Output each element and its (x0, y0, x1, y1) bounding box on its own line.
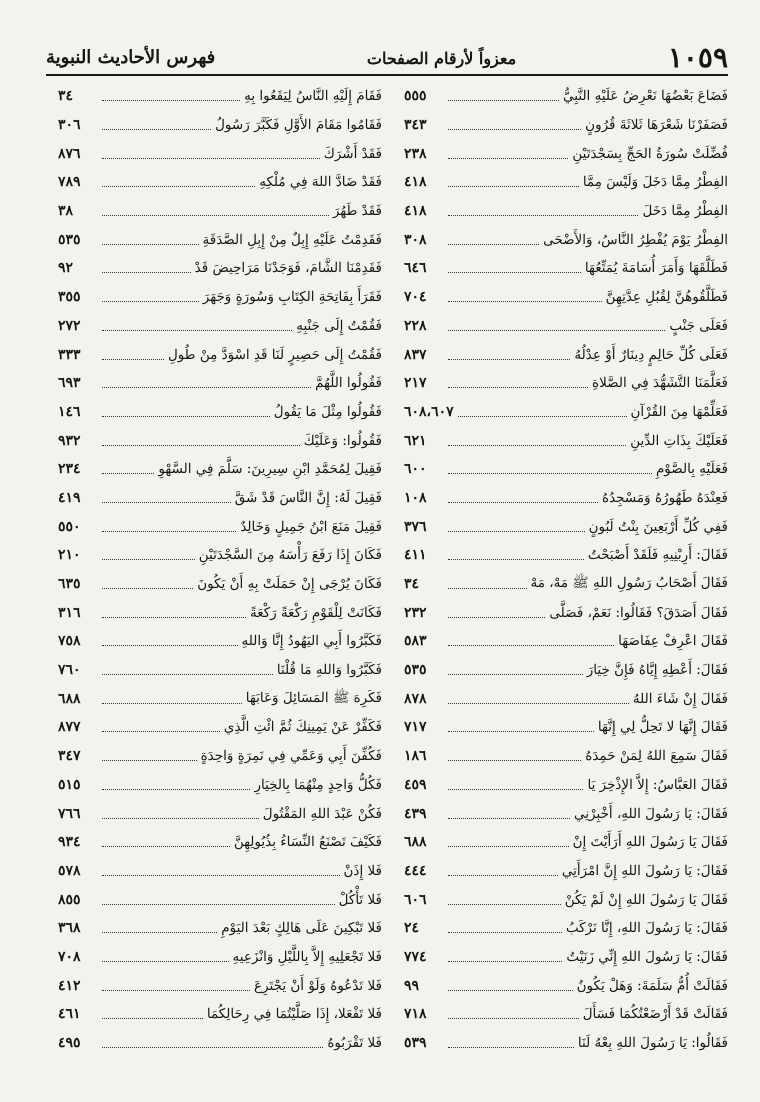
leader-dots (448, 960, 562, 962)
index-entry (404, 197, 728, 226)
page-reference: ٥١٥ (58, 776, 81, 793)
page-reference: ٢١٧ (404, 375, 427, 392)
hadith-text: فَعَلَى كُلِّ حَالِمٍ دِينَارٌ أَوْ عِدْلُهُ (574, 346, 728, 363)
leader-dots (102, 415, 270, 417)
hadith-text: فَقَالَ العَبَّاسُ: إِلاَّ الإِذْخِرَ يَا (587, 776, 728, 793)
page-reference: ٤١٨ (404, 203, 427, 220)
index-entry (58, 512, 382, 541)
hadith-text: الفِطْرُ مِمَّا دَخَلَ (642, 203, 728, 220)
leader-dots (102, 874, 340, 876)
leader-dots (102, 444, 300, 446)
hadith-text: الفِطْرُ مِمَّا دَخَلَ وَلَيْسَ مِمَّا (582, 174, 728, 191)
hadith-text: فَعَلَى جَنْبٍ (669, 317, 728, 334)
hadith-text: فَقَالَ أَصَدَقَ؟ فَقَالُوا: نَعَمْ، فَصَلَّى (549, 604, 728, 621)
index-entry (58, 656, 382, 685)
index-entry (58, 684, 382, 713)
hadith-text: فَصَفَرْنَا شَعْرَهَا ثَلاثَةَ قُرُونٍ (585, 117, 728, 134)
hadith-text: فَقَالَ: يَا رَسُولَ اللهِ، إِنَّا نَرْكَبُ (565, 920, 728, 937)
hadith-text: فَقِيلَ مَنَعَ ابْنُ جَمِيلٍ وَخَالِدٌ (240, 518, 382, 535)
page-reference: ٤١٢ (58, 977, 81, 994)
index-entry (404, 627, 728, 656)
leader-dots (102, 214, 329, 216)
index-entry (58, 713, 382, 742)
hadith-text: فَلا تَأْكُلْ (338, 891, 382, 908)
leader-dots (448, 386, 588, 388)
leader-dots (102, 358, 164, 360)
page-reference: ٣٥٥ (58, 289, 81, 306)
leader-dots (102, 989, 250, 991)
leader-dots (102, 386, 311, 388)
page-reference: ٣٣٣ (58, 346, 81, 363)
leader-dots (102, 960, 229, 962)
hadith-text: فَطَلَّقُوهُنَّ لِقُبُلِ عِدَّتِهِنَّ (605, 289, 728, 306)
leader-dots (448, 702, 629, 704)
leader-dots (448, 444, 626, 446)
hadith-text: فَقَالُوا: يَا رَسُولَ اللهِ بِعْهُ لَنَا (577, 1035, 728, 1052)
hadith-text: فَقَالَ: يَا رَسُولَ اللهِ إِنِّي زَنَيْتُ (566, 948, 728, 965)
hadith-text: فَقَالَ يَا رَسُولَ اللهِ أَرَأَيْتَ إِنْ (572, 834, 728, 851)
index-entry (58, 742, 382, 771)
page-reference: ٨٧٨ (404, 690, 427, 707)
page-reference: ٥٧٨ (58, 862, 81, 879)
leader-dots (448, 673, 583, 675)
hadith-text: فَقَدْ ضَادَّ اللهَ فِي مُلْكِهِ (259, 174, 382, 191)
index-entry (404, 857, 728, 886)
section-title: معزواً لأرقام الصفحات (366, 49, 517, 68)
page-reference: ٥٥٥ (404, 88, 427, 105)
hadith-text: فَقَدْ طَهُرَ (332, 203, 382, 220)
page-reference: ١٠٨ (404, 489, 427, 506)
leader-dots (102, 243, 199, 245)
leader-dots (448, 759, 581, 761)
page-reference: ٤٥٩ (404, 776, 427, 793)
page-reference: ٢٤ (404, 920, 420, 937)
hadith-text: فَقُولُوا مِثْلَ مَا يَقُولُ (273, 403, 382, 420)
leader-dots (448, 128, 581, 130)
index-entry (404, 742, 728, 771)
page-reference: ١٤٦ (58, 403, 81, 420)
index-entry (404, 684, 728, 713)
leader-dots (448, 243, 539, 245)
index-entry (404, 1000, 728, 1029)
hadith-text: فَقَالَ: يَا رَسُولَ اللهِ إِنَّ امْرَأَتِي (561, 862, 728, 879)
hadith-text: فَكُلُّ وَاحِدٍ مِنْهُمَا بِالخِيَارِ (254, 776, 382, 793)
index-entry (404, 512, 728, 541)
hadith-text: فَقِيلَ لِمُحَمَّدِ ابْنِ سِيرِينَ: سَلَّمَ فِي السَّهْوِ (158, 461, 382, 478)
hadith-text: فَقَالَ: يَا رَسُولَ اللهِ، أَخْبِرْنِي (574, 805, 728, 822)
leader-dots (448, 587, 527, 589)
page-reference: ٧٠٤ (404, 289, 427, 306)
page-reference: ٧١٧ (404, 719, 427, 736)
hadith-text: فَلا تَجْعَلِيهِ إِلاَّ بِاللَّيْلِ وَانْزَعِيهِ (232, 948, 382, 965)
leader-dots (102, 644, 238, 646)
index-entry (58, 943, 382, 972)
leader-dots (448, 501, 598, 503)
index-entry (58, 168, 382, 197)
index-entry (404, 225, 728, 254)
page-reference: ٨٧٧ (58, 719, 81, 736)
index-entry (404, 885, 728, 914)
leader-dots (448, 874, 558, 876)
leader-dots (448, 300, 602, 302)
index-entry (404, 283, 728, 312)
leader-dots (102, 616, 246, 618)
page-reference: ٥٣٩ (404, 1035, 427, 1052)
page-reference: ٧٠٨ (58, 948, 81, 965)
page-reference: ٣٤٧ (58, 748, 81, 765)
hadith-text: فَلا إِذَنْ (343, 862, 382, 879)
leader-dots (102, 329, 292, 331)
page-reference: ٤١٨ (404, 174, 427, 191)
page-reference: ٤٤٤ (404, 862, 427, 879)
index-entry (404, 971, 728, 1000)
page-reference: ٧٦٦ (58, 805, 81, 822)
hadith-text: فَعَلَيْهِ بِالصَّوْمِ (655, 461, 728, 478)
index-column-right (404, 82, 728, 1057)
hadith-text: فَعِنْدَهُ طَهُورُهُ وَمَسْجِدُهُ (602, 489, 728, 506)
hadith-text: فَكَانَتْ لِلْقَوْمِ رَكْعَةً رَكْعَةً (249, 604, 382, 621)
page-reference: ٧٨٩ (58, 174, 81, 191)
hadith-text: فَلا تَدْعُوهُ وَلَوْ أَنْ يَجْتَرِعَ (254, 977, 382, 994)
leader-dots (448, 644, 614, 646)
leader-dots (448, 788, 583, 790)
hadith-text: فَقَامُوا مَقَامَ الأَوَّلِ فَكَبَّرَ رَسُولُ (215, 117, 382, 134)
hadith-text: فَكُفِّنَ أَبِي وَعَمِّي فِي نَمِرَةٍ وَاحِدَةٍ (200, 748, 382, 765)
leader-dots (448, 1046, 574, 1048)
page-reference: ٩٣٢ (58, 432, 81, 449)
leader-dots (448, 845, 569, 847)
leader-dots (448, 214, 638, 216)
index-entry (404, 484, 728, 513)
page-reference: ٣١٦ (58, 604, 81, 621)
index-entry (404, 713, 728, 742)
hadith-text: فَعَلَيْكَ بِذَاتِ الدِّينِ (630, 432, 728, 449)
leader-dots (448, 931, 562, 933)
page-reference: ٦٨٨ (404, 834, 427, 851)
index-entry (404, 656, 728, 685)
leader-dots (102, 271, 191, 273)
hadith-text: فَكَرِهَ ﷺ المَسَائِلَ وَعَابَهَا (245, 689, 382, 706)
leader-dots (102, 730, 220, 732)
index-entry (404, 598, 728, 627)
leader-dots (448, 558, 584, 560)
hadith-text: فَقِيلَ لَهُ: إِنَّ النَّاسَ قَدْ شَقَّ (234, 489, 382, 506)
leader-dots (102, 472, 154, 474)
leader-dots (102, 501, 231, 503)
index-entry (404, 771, 728, 800)
page-reference: ٨٥٥ (58, 891, 81, 908)
leader-dots (102, 673, 273, 675)
leader-dots (448, 1017, 579, 1019)
leader-dots (102, 185, 255, 187)
leader-dots (102, 931, 217, 933)
hadith-text: فَقَالَ: أَعْطِهِ إِيَّاهُ فَإِنَّ خِيَارَ (586, 662, 728, 679)
leader-dots (102, 1017, 203, 1019)
hadith-text: فَقَالَ يَا رَسُولَ اللهِ إِنْ لَمْ يَكُنْ (564, 891, 728, 908)
page-reference: ٦٣٥ (58, 576, 81, 593)
page-reference: ٢٣٨ (404, 145, 427, 162)
leader-dots (448, 730, 594, 732)
index-entry (404, 1029, 728, 1058)
page-reference: ٢٣٢ (404, 604, 427, 621)
page-reference: ٦٠٨،٦٠٧ (404, 403, 454, 420)
index-entry (404, 168, 728, 197)
hadith-text: فَقُولُوا: وَعَلَيْكَ (303, 432, 382, 449)
page-reference: ٤١١ (404, 547, 427, 564)
leader-dots (102, 845, 230, 847)
index-entry (58, 340, 382, 369)
index-entry (58, 598, 382, 627)
page-reference: ٥٥٠ (58, 518, 81, 535)
hadith-text: فَقُمْتُ إِلَى جَنْبِهِ (296, 317, 382, 334)
index-entry (58, 570, 382, 599)
leader-dots (448, 616, 545, 618)
leader-dots (102, 128, 211, 130)
page-reference: ٢٧٢ (58, 317, 81, 334)
hadith-text: فَقَدِمْتُ عَلَيْهِ إِبِلٌ مِنْ إِبِلِ الصَّدَقَةِ (202, 231, 382, 248)
leader-dots (102, 1046, 323, 1048)
page-reference: ٧١٨ (404, 1006, 427, 1023)
leader-dots (458, 415, 627, 417)
page-reference: ٧٥٨ (58, 633, 81, 650)
hadith-text: فَقَالَ أَصْحَابُ رَسُولِ اللهِ ﷺ مَهْ، مَهْ (530, 575, 728, 592)
hadith-text: فَعَلَّمَنَا التَّشَهُّدَ فِي الصَّلاةِ (592, 375, 728, 392)
hadith-text: فَقَدِمْنَا الشَّامَ، فَوَجَدْنَا مَرَاحِيضَ قَدْ (194, 260, 382, 277)
page-reference: ٣٤ (404, 576, 420, 593)
page-reference: ٦٠٦ (404, 891, 427, 908)
leader-dots (448, 185, 579, 187)
hadith-text: فَفِي كُلِّ أَرْبَعِينَ بِنْتُ لَبُونٍ (588, 518, 728, 535)
index-entry (404, 828, 728, 857)
leader-dots (448, 271, 581, 273)
hadith-text: فَطَلَّقَهَا وَأَمَرَ أُسَامَةَ يُمَتِّعُهَا (584, 260, 728, 277)
page-reference: ٩٢ (58, 260, 74, 277)
leader-dots (102, 587, 193, 589)
index-entry (58, 139, 382, 168)
index-column-left (58, 82, 382, 1057)
leader-dots (448, 358, 570, 360)
page-reference: ٣٠٦ (58, 117, 81, 134)
hadith-text: فَكَفِّرْ عَنْ يَمِينِكَ ثُمَّ ائْتِ الَّذِي (223, 719, 382, 736)
index-entry (58, 484, 382, 513)
index-entry (58, 455, 382, 484)
page-reference: ٦٢١ (404, 432, 427, 449)
page-reference: ٣٦٨ (58, 920, 81, 937)
page-reference: ٤١٩ (58, 489, 81, 506)
page-reference: ٩٩ (404, 977, 420, 994)
hadith-text: فَقُولُوا اللَّهُمَّ (315, 375, 382, 392)
page-reference: ٣٠٨ (404, 231, 427, 248)
index-entry (404, 312, 728, 341)
hadith-text: فُضِّلَتْ سُورَةُ الحَجِّ بِسَجْدَتَيْنِ (572, 145, 728, 162)
hadith-text: الفِطْرُ يَوْمَ يُفْطِرُ النَّاسُ، وَالأَضْحَى (543, 231, 728, 248)
leader-dots (102, 300, 199, 302)
page-reference: ٢٣٤ (58, 461, 81, 478)
hadith-text: فَقَامَ إِلَيْهِ النَّاسُ لِيَقَعُوا بِهِ (244, 88, 382, 105)
hadith-text: فَقَالَ اعْرِفْ عِفَاصَهَا (618, 633, 728, 650)
page-reference: ٣٤ (58, 88, 74, 105)
index-entry (404, 369, 728, 398)
hadith-text: فَكَانَ إِذَا رَفَعَ رَأْسَهُ مِنَ السَّجْدَتَيْنِ (198, 547, 382, 564)
index-entry (58, 197, 382, 226)
book-title: فهرس الأحاديث النبوية (46, 47, 216, 68)
page-reference: ٣٧٦ (404, 518, 427, 535)
hadith-text: فَقَالَ: أَرِبْنِيهِ فَلَقَدْ أَصْبَحْتُ (587, 547, 728, 564)
index-entry (58, 398, 382, 427)
hadith-text: فَضَاعَ بَعْضُهَا نَعْرِضُ عَلَيْهِ النَّبِيُّ (563, 88, 728, 105)
index-entry (58, 541, 382, 570)
index-entry (58, 771, 382, 800)
page-reference: ٢٢٨ (404, 317, 427, 334)
page-reference: ٦٩٣ (58, 375, 81, 392)
page-reference: ٥٣٥ (58, 231, 81, 248)
index-entry (404, 111, 728, 140)
index-entry (58, 885, 382, 914)
page-reference: ٨٧٦ (58, 145, 81, 162)
page-reference: ٦٨٨ (58, 690, 81, 707)
page-reference: ٥٣٥ (404, 662, 427, 679)
index-entry (58, 828, 382, 857)
index-entry (404, 570, 728, 599)
index-entry (404, 398, 728, 427)
hadith-text: فَعَلِّمْهَا مِنَ القُرْآنِ (630, 403, 728, 420)
leader-dots (448, 472, 652, 474)
hadith-text: فَقُمْتُ إِلَى حَصِيرٍ لَنَا قَدِ اسْوَدَّ مِنْ طُولِ (168, 346, 382, 363)
index-entry (404, 340, 728, 369)
index-entry (404, 426, 728, 455)
hadith-text: فَقَالَتْ قَدْ أَرْضَعْتُكُمَا فَسَأَلَ (582, 1006, 728, 1023)
leader-dots (102, 558, 195, 560)
page-reference: ١٨٦ (404, 748, 427, 765)
index-entry (58, 426, 382, 455)
index-entry (404, 799, 728, 828)
page-reference: ٧٦٠ (58, 662, 81, 679)
index-entry (58, 1000, 382, 1029)
index-entry (404, 254, 728, 283)
index-entry (404, 82, 728, 111)
hadith-text: فَلا تَفْعَلا، إِذَا صَلَّيْتُمَا فِي رِحَالِكُمَا (206, 1006, 382, 1023)
index-entry (58, 225, 382, 254)
hadith-text: فَقَالَ إِنْ شَاءَ اللهُ (632, 690, 728, 707)
hadith-text: فَلا تَقْرَبُوهُ (327, 1035, 382, 1052)
leader-dots (448, 989, 573, 991)
hadith-text: فَقَالَتْ أُمُّ سَلَمَةَ: وَهَلْ يَكُونُ (576, 977, 728, 994)
index-entry (58, 971, 382, 1000)
page-number: ١٠٥٩ (667, 41, 728, 74)
leader-dots (448, 329, 665, 331)
index-entry (58, 312, 382, 341)
hadith-text: فَكَيْفَ تَصْنَعُ النِّسَاءُ بِذُيُولِهِنَّ (233, 834, 382, 851)
page-reference: ٣٨ (58, 203, 74, 220)
hadith-text: فَكُنْ عَبْدَ اللهِ المَقْتُولَ (262, 805, 382, 822)
index-entry (404, 541, 728, 570)
index-entry (58, 857, 382, 886)
index-entry (58, 111, 382, 140)
leader-dots (102, 530, 236, 532)
page-reference: ٢١٠ (58, 547, 81, 564)
page-reference: ٦٤٦ (404, 260, 427, 277)
index-entry (58, 799, 382, 828)
hadith-text: فَكَبَّرُوا أَبِي اليَهُودُ إِنَّا وَاللهِ (241, 633, 382, 650)
index-entry (58, 254, 382, 283)
hadith-text: فَقَدْ أَشْرَكَ (323, 145, 382, 162)
leader-dots (102, 903, 335, 905)
index-entry (58, 283, 382, 312)
hadith-text: فَلا تَبْكِينَ عَلَى هَالِكٍ بَعْدَ اليَوْمِ (221, 920, 382, 937)
hadith-text: فَكَانَ يُرْجَى إِنْ حَمَلَتْ بِهِ أَنْ يَكُونَ (197, 576, 382, 593)
page-reference: ٥٨٣ (404, 633, 427, 650)
leader-dots (102, 99, 240, 101)
index-entry (404, 139, 728, 168)
hadith-text: فَقَرَأَ بِفَاتِحَةِ الكِتَابِ وَسُورَةٍ وَجَهَرَ (202, 289, 382, 306)
page-reference: ٨٣٧ (404, 346, 427, 363)
index-entry (58, 1029, 382, 1058)
leader-dots (102, 759, 197, 761)
hadith-text: فَكَبَّرُوا وَاللهِ مَا قُلْنَا (276, 662, 382, 679)
page-reference: ٧٧٤ (404, 948, 427, 965)
leader-dots (102, 788, 250, 790)
index-entry (404, 455, 728, 484)
index-entry (404, 943, 728, 972)
leader-dots (448, 157, 568, 159)
leader-dots (102, 817, 259, 819)
index-entry (58, 82, 382, 111)
page-reference: ٤٩٥ (58, 1035, 81, 1052)
leader-dots (448, 530, 585, 532)
index-entry (58, 914, 382, 943)
header-rule (46, 74, 728, 76)
leader-dots (102, 157, 320, 159)
index-entry (58, 369, 382, 398)
page-reference: ٣٤٣ (404, 117, 427, 134)
index-entry (58, 627, 382, 656)
page-reference: ٤٦١ (58, 1006, 81, 1023)
hadith-text: فَقَالَ إِنَّهَا لا تَحِلُّ لِي إِنَّهَا (597, 719, 728, 736)
leader-dots (448, 903, 561, 905)
page-reference: ٦٠٠ (404, 461, 427, 478)
leader-dots (448, 99, 559, 101)
page-reference: ٩٣٤ (58, 834, 81, 851)
leader-dots (102, 702, 242, 704)
index-entry (404, 914, 728, 943)
hadith-text: فَقَالَ سَمِعَ اللهُ لِمَنْ حَمِدَهُ (585, 748, 728, 765)
page-header (46, 34, 728, 74)
page-reference: ٤٣٩ (404, 805, 427, 822)
leader-dots (448, 817, 570, 819)
